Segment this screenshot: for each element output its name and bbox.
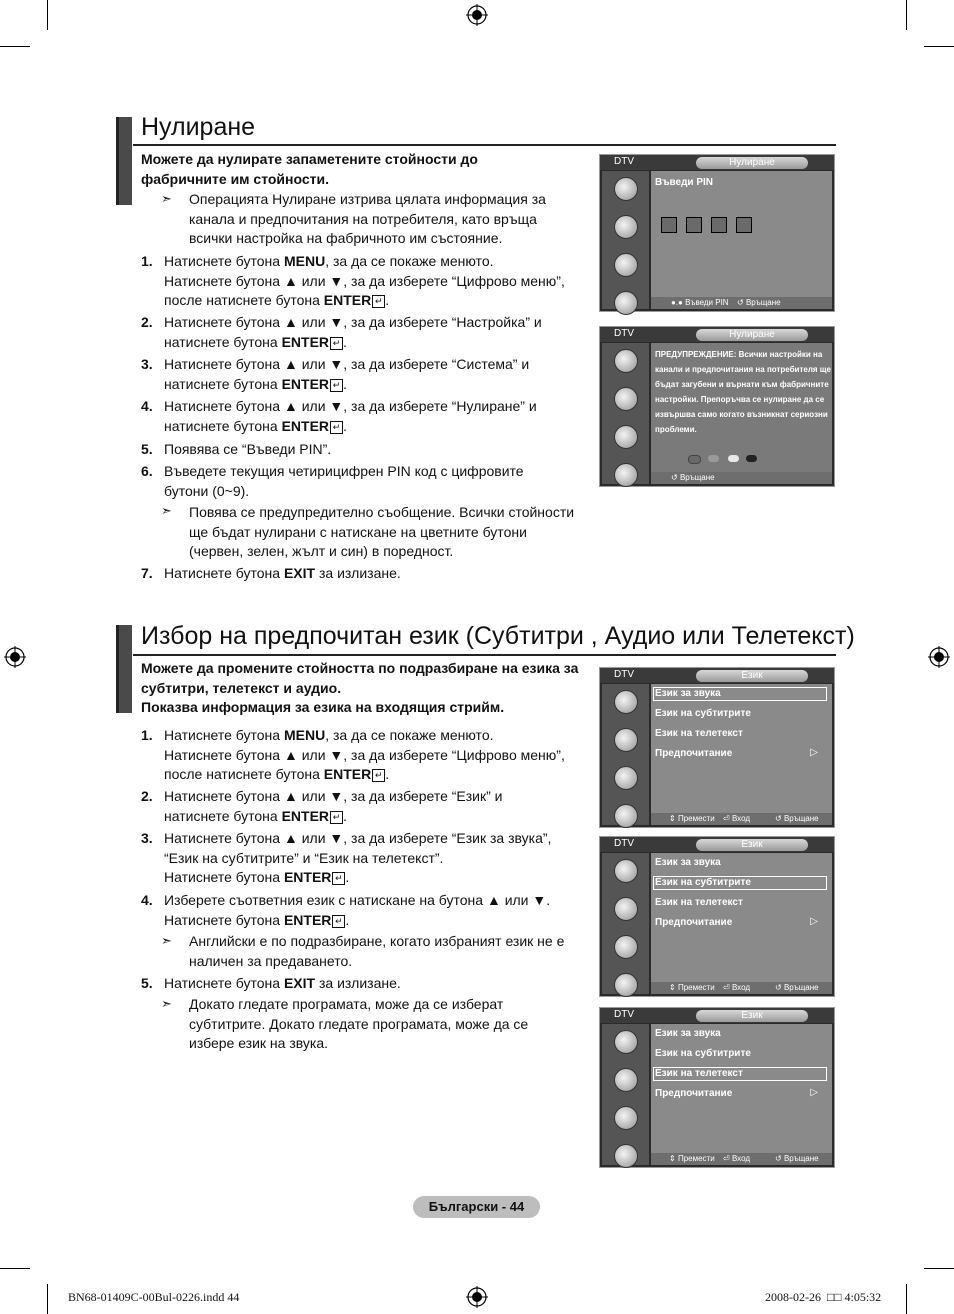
pin-digit-box[interactable] [711,217,727,233]
language-menu-item[interactable]: Език на субтитрите [655,1048,751,1059]
footer-date: 2008-02-26 □□ 4:05:32 [765,1290,882,1304]
crop-mark [47,0,48,30]
page-number-badge: Български - 44 [413,1196,540,1218]
menu-tab: Нулиране [696,157,808,169]
tv-footer [651,297,832,309]
dtv-label: DTV [614,328,634,339]
setup-gear-icon [614,253,638,277]
footer-enter: ⏎ Вход [723,1154,751,1163]
step-text: Изберете съответния език с натискане на бутона ▲ или ▼. Натиснете бутона ENTER ↵ . [164,892,551,928]
antenna-icon [614,177,638,201]
section-title: Избор на предпочитан език (Субтитри , Аудио или Телетекст) [141,622,855,650]
step-text: Натиснете бутона MENU, за да се покаже менюто. Натиснете бутона ▲ или ▼, за да изберете “Цифрово меню”, после натиснете бутона ENTER ↵ . [164,253,565,308]
note-arrow-icon: ➣ [161,191,172,206]
enter-icon: ↵ [332,915,345,928]
step-number: 4. [141,892,153,908]
selection-highlight [653,1067,827,1081]
tv-header [600,1008,834,1023]
color-dot-yellow [728,455,739,462]
tv-screen-language-menu [599,836,835,997]
note-text: Докато гледате програмата, може да се изберат субтитрите. Докато гледате програмата, може да се избере език на звука. [189,996,529,1051]
arrow-right-icon: ▷ [810,747,818,758]
step-number: 7. [141,565,153,581]
antenna-icon [614,690,638,714]
pin-digit-box[interactable] [686,217,702,233]
tv-header [600,327,834,342]
setup-gear-icon [614,1106,638,1130]
note-text: Операцията Нулиране изтрива цялата информация за канала и предпочитания на потребителя, като връща всички настройка на фабричното им състояние. [189,191,546,246]
enter-icon: ↵ [372,295,385,308]
color-dot-green [708,455,719,462]
section-rule [133,654,836,656]
step-number: 3. [141,356,153,372]
note-arrow-icon: ➣ [161,503,172,518]
registration-mark-icon [466,4,488,26]
color-dot-blue [746,455,757,462]
language-menu-item[interactable]: Език за звука [655,1028,721,1039]
tv-screen-enter-pin [599,154,835,312]
note-arrow-icon: ➣ [161,996,172,1011]
enter-icon: ↵ [330,421,343,434]
footer-file: BN68-01409C-00Bul-0226.indd 44 [68,1290,240,1304]
input-icon [614,1144,638,1168]
step-number: 2. [141,788,153,804]
antenna-icon [614,859,638,883]
menu-tab: Език [696,839,808,851]
footer-move: ⇕ Премести [669,983,715,992]
step-text: Натиснете бутона ▲ или ▼, за да изберете “Настройка” и натиснете бутона ENTER ↵ . [164,314,542,350]
dtv-label: DTV [614,838,634,849]
crop-mark [0,46,30,47]
crop-mark [0,1268,30,1269]
footer-return: ↺ Връщане [775,814,819,823]
footer-enter: ⏎ Вход [723,983,751,992]
color-dot-red [688,455,701,464]
step-text: Натиснете бутона MENU, за да се покаже менюто. Натиснете бутона ▲ или ▼, за да изберете “Цифрово меню”, после натиснете бутона ENTER ↵ . [164,727,565,782]
sound-icon [614,897,638,921]
enter-icon: ↵ [372,769,385,782]
tv-footer [651,1153,832,1165]
crop-mark [924,46,954,47]
dtv-label: DTV [614,156,634,167]
note-text: Английски е по подразбиране, когато избраният език не е наличен за предаването. [189,933,565,969]
menu-tab: Нулиране [696,329,808,341]
section-rule [133,144,836,146]
warning-text: ПРЕДУПРЕЖДЕНИЕ: Всички настройки на канали и предпочитания на потребителя ще бъдат загубени и върнати към фабричните настройки. Препоръчва се нулиране да се извършва само когато възникнат сериозни проблеми. [655,350,832,434]
tv-footer [651,982,832,994]
crop-mark [924,1268,954,1269]
setup-gear-icon [614,935,638,959]
tv-content [651,171,832,297]
input-icon [614,973,638,997]
antenna-icon [614,1030,638,1054]
tv-screen-language-menu [599,1007,835,1168]
tv-footer [651,813,832,825]
arrow-right-icon: ▷ [810,916,818,927]
menu-tab: Език [696,670,808,682]
tv-screen-language-menu [599,667,835,828]
step-number: 1. [141,727,153,743]
language-menu-item[interactable]: Език на субтитрите [655,708,751,719]
tv-content [651,684,832,813]
tv-header [600,668,834,683]
step-text: Въведете текущия четирицифрен PIN код с цифровите бутони (0~9). [164,463,524,499]
arrow-right-icon: ▷ [810,1087,818,1098]
registration-mark-icon [466,1286,488,1308]
section-intro: Можете да нулирате запаметените стойности до фабричните им стойности. [141,151,478,187]
language-menu-item[interactable]: Език за звука [655,857,721,868]
footer-move: ⇕ Премести [669,814,715,823]
footer-return: ↺ Връщане [737,298,781,307]
language-menu-item[interactable]: Език на телетекст [655,728,743,739]
note-text: Повява се предупредително съобщение. Всички стойности ще бъдат нулирани с натискане на цветните бутони (червен, зелен, жълт и син) в поредност. [189,504,575,559]
tv-footer [651,472,832,484]
step-text: Натиснете бутона ▲ или ▼, за да изберете “Нулиране” и натиснете бутона ENTER ↵ . [164,398,537,434]
step-text: Натиснете бутона ▲ или ▼, за да изберете “Система” и натиснете бутона ENTER ↵ . [164,356,530,392]
step-number: 3. [141,830,153,846]
crop-mark [47,1284,48,1314]
language-menu-item[interactable]: Език на субтитрите [655,877,751,888]
tv-sidebar [602,171,649,309]
crop-mark [906,1284,907,1314]
setup-gear-icon [614,766,638,790]
enter-icon: ↵ [330,379,343,392]
step-text: Натиснете бутона EXIT за излизане. [164,975,401,991]
crop-mark [906,0,907,30]
language-menu-item[interactable]: Предпочитание [655,1088,733,1099]
tv-content [651,343,832,472]
enter-icon: ↵ [330,811,343,824]
note-arrow-icon: ➣ [161,933,172,948]
tv-header [600,155,834,170]
sound-icon [614,1068,638,1092]
section-intro: Показва информация за езика на входящия стрийм. [141,699,505,715]
dtv-label: DTV [614,669,634,680]
antenna-icon [614,349,638,373]
language-menu-item[interactable]: Език на телетекст [655,897,743,908]
footer-move: ⇕ Премести [669,1154,715,1163]
language-menu-item[interactable]: Език за звука [655,688,721,699]
tv-sidebar [602,853,649,994]
sound-icon [614,728,638,752]
selection-highlight [653,687,827,701]
step-text: Натиснете бутона ▲ или ▼, за да изберете “Език за звука”, “Език на субтитрите” и “Език на телетекст”. Натиснете бутона ENTER ↵ . [164,830,552,885]
tv-screen-reset-warning [599,326,835,487]
enter-icon: ↵ [332,872,345,885]
registration-mark-icon [4,646,26,668]
step-number: 5. [141,975,153,991]
footer-return: ↺ Връщане [775,983,819,992]
selection-highlight [653,876,827,890]
input-icon [614,291,638,315]
dtv-label: DTV [614,1009,634,1020]
section-intro: Можете да промените стойността по подразбиране на езика за субтитри, телетекст и аудио. [141,660,579,696]
step-text: Появява се “Въведи PIN”. [164,441,332,457]
section-bar [116,625,132,713]
step-number: 5. [141,441,153,457]
language-menu-item[interactable]: Предпочитание [655,748,733,759]
input-icon [614,463,638,487]
tv-sidebar [602,343,649,484]
language-menu-item[interactable]: Език на телетекст [655,1068,743,1079]
enter-pin-label: Въведи PIN [655,177,714,188]
step-text: Натиснете бутона ▲ или ▼, за да изберете “Език” и натиснете бутона ENTER ↵ . [164,788,503,824]
step-number: 6. [141,463,153,479]
pin-digit-box[interactable] [661,217,677,233]
section-title: Нулиране [141,113,256,141]
step-text: Натиснете бутона EXIT за излизане. [164,565,401,581]
setup-gear-icon [614,425,638,449]
tv-header [600,837,834,852]
enter-icon: ↵ [330,337,343,350]
tv-sidebar [602,684,649,825]
footer-return: ↺ Връщане [775,1154,819,1163]
tv-content [651,853,832,982]
sound-icon [614,215,638,239]
step-number: 1. [141,253,153,269]
tv-content [651,1024,832,1153]
footer-enter: ⏎ Вход [723,814,751,823]
registration-mark-icon [928,646,950,668]
menu-tab: Език [696,1010,808,1022]
step-number: 4. [141,398,153,414]
language-menu-item[interactable]: Предпочитание [655,917,733,928]
tv-sidebar [602,1024,649,1165]
footer-return: ↺ Връщане [671,473,715,482]
section-bar [116,117,132,205]
input-icon [614,804,638,828]
step-number: 2. [141,314,153,330]
sound-icon [614,387,638,411]
footer-enter-pin: ●.● Въведи PIN [671,298,729,307]
pin-digit-box[interactable] [736,217,752,233]
